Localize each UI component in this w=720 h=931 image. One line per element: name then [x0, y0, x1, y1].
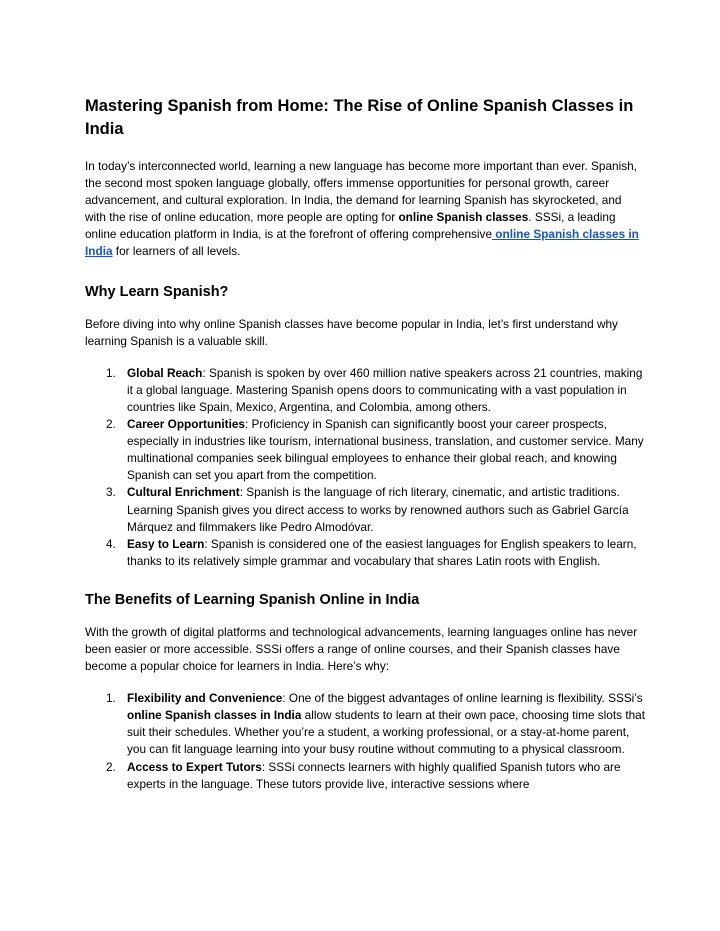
benefits-list	[85, 690, 645, 793]
list-item-text: : Spanish is the language of rich literary, cinematic, and artistic traditions. Learning Spanish gives you direct access to works by renowned authors such as Gabriel García Márquez and filmmakers like Pedro Almodóvar.	[127, 485, 629, 534]
why-list	[85, 365, 645, 570]
intro-text-2: . SSSi, a leading online education platform in India, is at the forefront of offering comprehensive	[85, 210, 616, 242]
list-item	[85, 365, 645, 416]
list-item-bold-keyword: online Spanish classes in India	[127, 708, 302, 723]
online-spanish-classes-link[interactable]: online Spanish classes in India	[85, 227, 639, 259]
list-item	[85, 759, 645, 793]
why-heading: Why Learn Spanish?	[85, 283, 229, 300]
list-item-text: : SSSi connects learners with highly qualified Spanish tutors who are experts in the language. These tutors provide live, interactive sessions where	[127, 759, 621, 791]
list-item	[85, 536, 645, 570]
list-item-title: Global Reach	[127, 365, 203, 380]
benefits-paragraph: With the growth of digital platforms and technological advancements, learning languages online has never been easier or more accessible. SSSi offers a range of online courses, and their Spanish classes have become a popular choice for learners in India. Here’s why:	[85, 624, 638, 674]
list-item	[85, 484, 645, 535]
list-number: 1.	[106, 365, 116, 380]
intro-bold-keyword: online Spanish classes	[398, 210, 529, 225]
list-number: 2.	[106, 759, 116, 774]
list-number: 2.	[106, 417, 116, 432]
list-item	[85, 690, 645, 758]
why-paragraph: Before diving into why online Spanish classes have become popular in India, let’s first understand why learning Spanish is a valuable skill.	[85, 316, 618, 348]
article-title: Mastering Spanish from Home: The Rise of Online Spanish Classes in India	[85, 97, 634, 138]
intro-text-3: for learners of all levels.	[112, 244, 241, 259]
list-item-text: : Spanish is spoken by over 460 million native speakers across 21 countries, making it a global language. Mastering Spanish opens doors to communicating with a vast population in countries like Spain, Mexico, Argentina, and Colombia, among others.	[127, 365, 643, 414]
list-item-title: Cultural Enrichment	[127, 485, 240, 500]
list-item-title: Flexibility and Convenience	[127, 691, 283, 706]
list-item-text: : Spanish is considered one of the easiest languages for English speakers to learn, thanks to its relatively simple grammar and vocabulary that shares Latin roots with English.	[127, 536, 637, 568]
list-number: 1.	[106, 691, 116, 706]
intro-text-1: In today’s interconnected world, learning a new language has become more important than ever. Spanish, the second most spoken language globally, offers immense opportunities for personal growth, career advancement, and cultural exploration. In India, the demand for learning Spanish has skyrocketed, and with the rise of online education, more people are opting for	[85, 159, 637, 225]
list-item	[85, 416, 645, 484]
list-item-text: : Proficiency in Spanish can significantly boost your career prospects, especially in industries like tourism, international business, translation, and customer service. Many multinational companies seek bilingual employees to enhance their global reach, and knowing Spanish can set you apart from the competition.	[127, 417, 644, 483]
list-item-text: allow students to learn at their own pace, choosing time slots that suit their schedules. Whether you’re a student, a working professional, or a stay-at-home parent, you can fit language learning into your busy routine without commuting to a physical classroom.	[127, 708, 645, 757]
benefits-heading: The Benefits of Learning Spanish Online in India	[85, 591, 420, 608]
article-body	[85, 95, 645, 793]
intro-paragraph	[85, 158, 645, 261]
list-item-title: Access to Expert Tutors	[127, 759, 262, 774]
list-number: 4.	[106, 536, 116, 551]
list-item-title: Career Opportunities	[127, 417, 245, 432]
list-number: 3.	[106, 485, 116, 500]
list-item-title: Easy to Learn	[127, 536, 205, 551]
list-item-text: : One of the biggest advantages of online learning is flexibility. SSSi’s	[282, 691, 643, 706]
